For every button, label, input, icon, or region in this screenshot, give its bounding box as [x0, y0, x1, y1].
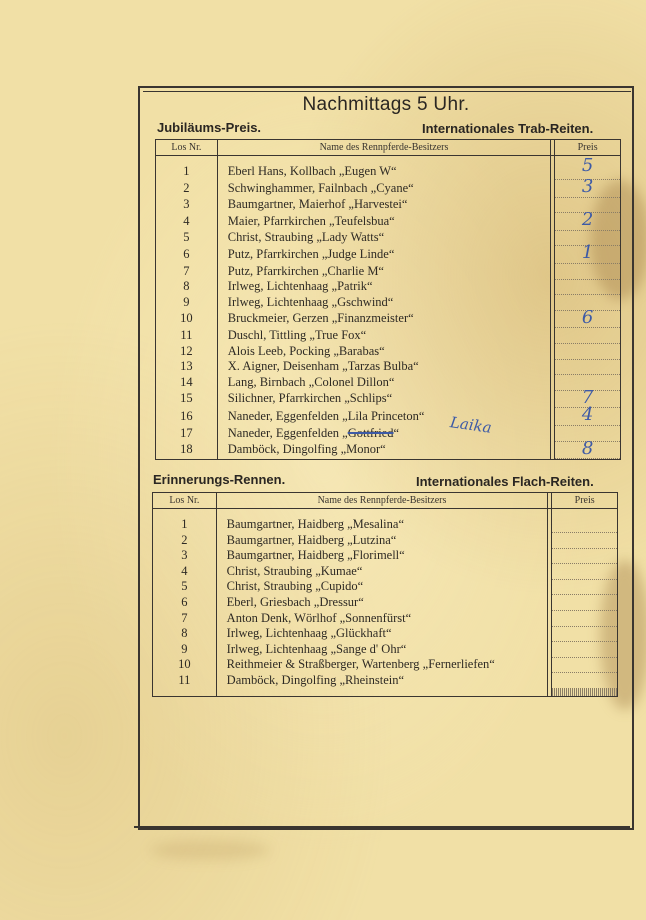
los-number: 10 [156, 310, 218, 328]
preis-cell [552, 673, 618, 689]
owner-name: Naneder, Eggenfelden „Gottfried“ [217, 426, 550, 442]
los-number: 8 [156, 279, 218, 295]
table-row [156, 310, 621, 328]
table-row [156, 328, 621, 344]
los-number: 5 [153, 579, 217, 595]
table-row [156, 375, 621, 391]
table-row [153, 579, 618, 595]
table-row [153, 564, 618, 580]
owner-name: Baumgartner, Maierhof „Harvestei“ [217, 197, 550, 213]
los-number: 13 [156, 359, 218, 375]
los-number: 7 [153, 611, 217, 627]
table-row [153, 548, 618, 564]
preis-cell [552, 611, 618, 627]
preis-cell [552, 564, 618, 580]
table-row [156, 156, 621, 180]
los-number: 4 [153, 564, 217, 580]
table-row [156, 279, 621, 295]
column-header-name: Name des Rennpferde-Besitzers [217, 140, 550, 156]
preis-cell [555, 279, 621, 295]
los-number: 9 [156, 295, 218, 311]
preis-cell [555, 344, 621, 360]
table-row [156, 426, 621, 442]
los-number: 18 [156, 441, 218, 459]
struck-horse-name: Gottfried [347, 425, 394, 440]
preis-cell [555, 437, 621, 459]
preis-cell [555, 242, 621, 264]
table-row [156, 408, 621, 426]
preis-cell [552, 548, 618, 564]
los-number: 15 [156, 390, 218, 408]
los-number: 1 [156, 156, 218, 180]
los-number: 10 [153, 657, 217, 673]
los-number [153, 696, 217, 697]
owner-name: Putz, Pfarrkirchen „Charlie M“ [217, 264, 550, 280]
owner-name: Irlweg, Lichtenhaag „Glückhaft“ [216, 626, 548, 642]
owner-name: Christ, Straubing „Lady Watts“ [217, 230, 550, 246]
preis-cell [552, 595, 618, 611]
los-number [156, 459, 218, 460]
los-number: 6 [153, 595, 217, 611]
handwritten-rank: 8 [581, 437, 594, 459]
column-header-preis: Preis [555, 140, 621, 156]
owner-name: Baumgartner, Haidberg „Lutzina“ [216, 533, 548, 549]
los-number: 9 [153, 642, 217, 658]
table-row [156, 246, 621, 264]
preis-cell [552, 642, 618, 658]
handwritten-rank: 5 [581, 155, 594, 177]
race1-table [155, 139, 621, 460]
water-stain [150, 840, 270, 860]
los-number: 8 [153, 626, 217, 642]
preis-cell [555, 176, 621, 198]
column-header-name: Name des Rennpferde-Besitzers [216, 493, 548, 509]
bottom-rule [134, 826, 630, 828]
preis-cell [555, 328, 621, 344]
table-row [156, 459, 621, 460]
owner-name: Putz, Pfarrkirchen „Judge Linde“ [217, 246, 550, 264]
los-number: 16 [156, 408, 218, 426]
column-header-preis: Preis [552, 493, 618, 509]
owner-name: Irlweg, Lichtenhaag „Patrik“ [217, 279, 550, 295]
table-row [153, 533, 618, 549]
owner-name: Alois Leeb, Pocking „Barabas“ [217, 344, 550, 360]
preis-cell [555, 359, 621, 375]
table-row [156, 359, 621, 375]
handwritten-rank: 2 [581, 209, 594, 231]
handwritten-rank: 4 [581, 404, 594, 426]
los-number: 1 [153, 509, 217, 533]
race2-title: Erinnerungs-Rennen. [153, 472, 286, 487]
owner-name: Reithmeier & Straßberger, Wartenberg „Fernerliefen“ [216, 657, 548, 673]
owner-name: Baumgartner, Haidberg „Mesalina“ [216, 509, 548, 533]
top-rule [143, 91, 631, 92]
table-row [153, 642, 618, 658]
table-row [156, 197, 621, 213]
table-row [153, 626, 618, 642]
preis-cell [555, 209, 621, 231]
owner-name [216, 696, 548, 697]
table-row [153, 673, 618, 689]
race1-title: Jubiläums-Preis. [157, 120, 262, 135]
column-header-los: Los Nr. [153, 493, 217, 509]
preis-cell [552, 509, 618, 533]
preis-cell [555, 404, 621, 426]
los-number: 11 [156, 328, 218, 344]
preis-cell [552, 533, 618, 549]
page-heading: Nachmittags 5 Uhr. [302, 94, 470, 115]
owner-name: Anton Denk, Wörlhof „Sonnenfürst“ [216, 611, 548, 627]
handwritten-rank: 1 [581, 242, 594, 264]
los-number: 14 [156, 375, 218, 391]
preis-cell [552, 579, 618, 595]
los-number: 4 [156, 213, 218, 231]
los-number: 5 [156, 230, 218, 246]
los-number: 2 [153, 533, 217, 549]
owner-name: Silichner, Pfarrkirchen „Schlips“ [217, 390, 550, 408]
race2-table [152, 492, 618, 697]
owner-name: X. Aigner, Deisenham „Tarzas Bulba“ [217, 359, 550, 375]
handwritten-note: Laika [448, 413, 493, 437]
owner-name: Eberl Hans, Kollbach „Eugen W“ [217, 156, 550, 180]
owner-name: Maier, Pfarrkirchen „Teufelsbua“ [217, 213, 550, 231]
table-row [153, 595, 618, 611]
los-number: 3 [153, 548, 217, 564]
preis-cell [555, 459, 621, 460]
column-header-los: Los Nr. [156, 140, 218, 156]
los-number: 7 [156, 264, 218, 280]
table-row [156, 390, 621, 408]
table-row [156, 441, 621, 459]
table-row [156, 213, 621, 231]
table-row [156, 180, 621, 198]
owner-name: Naneder, Eggenfelden „Lila Princeton“ [217, 408, 550, 426]
table-row [153, 657, 618, 673]
race2-type: Internationales Flach-Reiten. [416, 474, 594, 489]
race1-type: Internationales Trab-Reiten. [422, 121, 594, 136]
table-row [153, 696, 618, 697]
owner-name: Christ, Straubing „Kumae“ [216, 564, 548, 580]
owner-name: Lang, Birnbach „Colonel Dillon“ [217, 375, 550, 391]
table-row [156, 295, 621, 311]
owner-name: Bruckmeier, Gerzen „Finanzmeister“ [217, 310, 550, 328]
los-number: 11 [153, 673, 217, 689]
preis-cell [552, 626, 618, 642]
table-row [156, 264, 621, 280]
owner-name: Christ, Straubing „Cupido“ [216, 579, 548, 595]
owner-name [217, 459, 550, 460]
owner-name: Duschl, Tittling „True Fox“ [217, 328, 550, 344]
table-row [153, 611, 618, 627]
los-number: 6 [156, 246, 218, 264]
los-number: 12 [156, 344, 218, 360]
preis-cell [555, 264, 621, 280]
owner-name: Damböck, Dingolfing „Rheinstein“ [216, 673, 548, 689]
owner-name: Baumgartner, Haidberg „Florimell“ [216, 548, 548, 564]
table-row [156, 344, 621, 360]
handwritten-rank: 3 [581, 176, 594, 198]
los-number: 2 [156, 180, 218, 198]
owner-name: Irlweg, Lichtenhaag „Gschwind“ [217, 295, 550, 311]
owner-name: Eberl, Griesbach „Dressur“ [216, 595, 548, 611]
owner-name: Damböck, Dingolfing „Monor“ [217, 441, 550, 459]
preis-cell [555, 306, 621, 328]
owner-name: Irlweg, Lichtenhaag „Sange d' Ohr“ [216, 642, 548, 658]
los-number: 17 [156, 426, 218, 442]
table-row [153, 509, 618, 533]
owner-name: Schwinghammer, Failnbach „Cyane“ [217, 180, 550, 198]
preis-cell [552, 696, 618, 697]
table-row [156, 230, 621, 246]
handwritten-rank: 6 [581, 306, 594, 328]
preis-cell [552, 657, 618, 673]
los-number: 3 [156, 197, 218, 213]
handwritten-rank: 7 [581, 386, 594, 408]
